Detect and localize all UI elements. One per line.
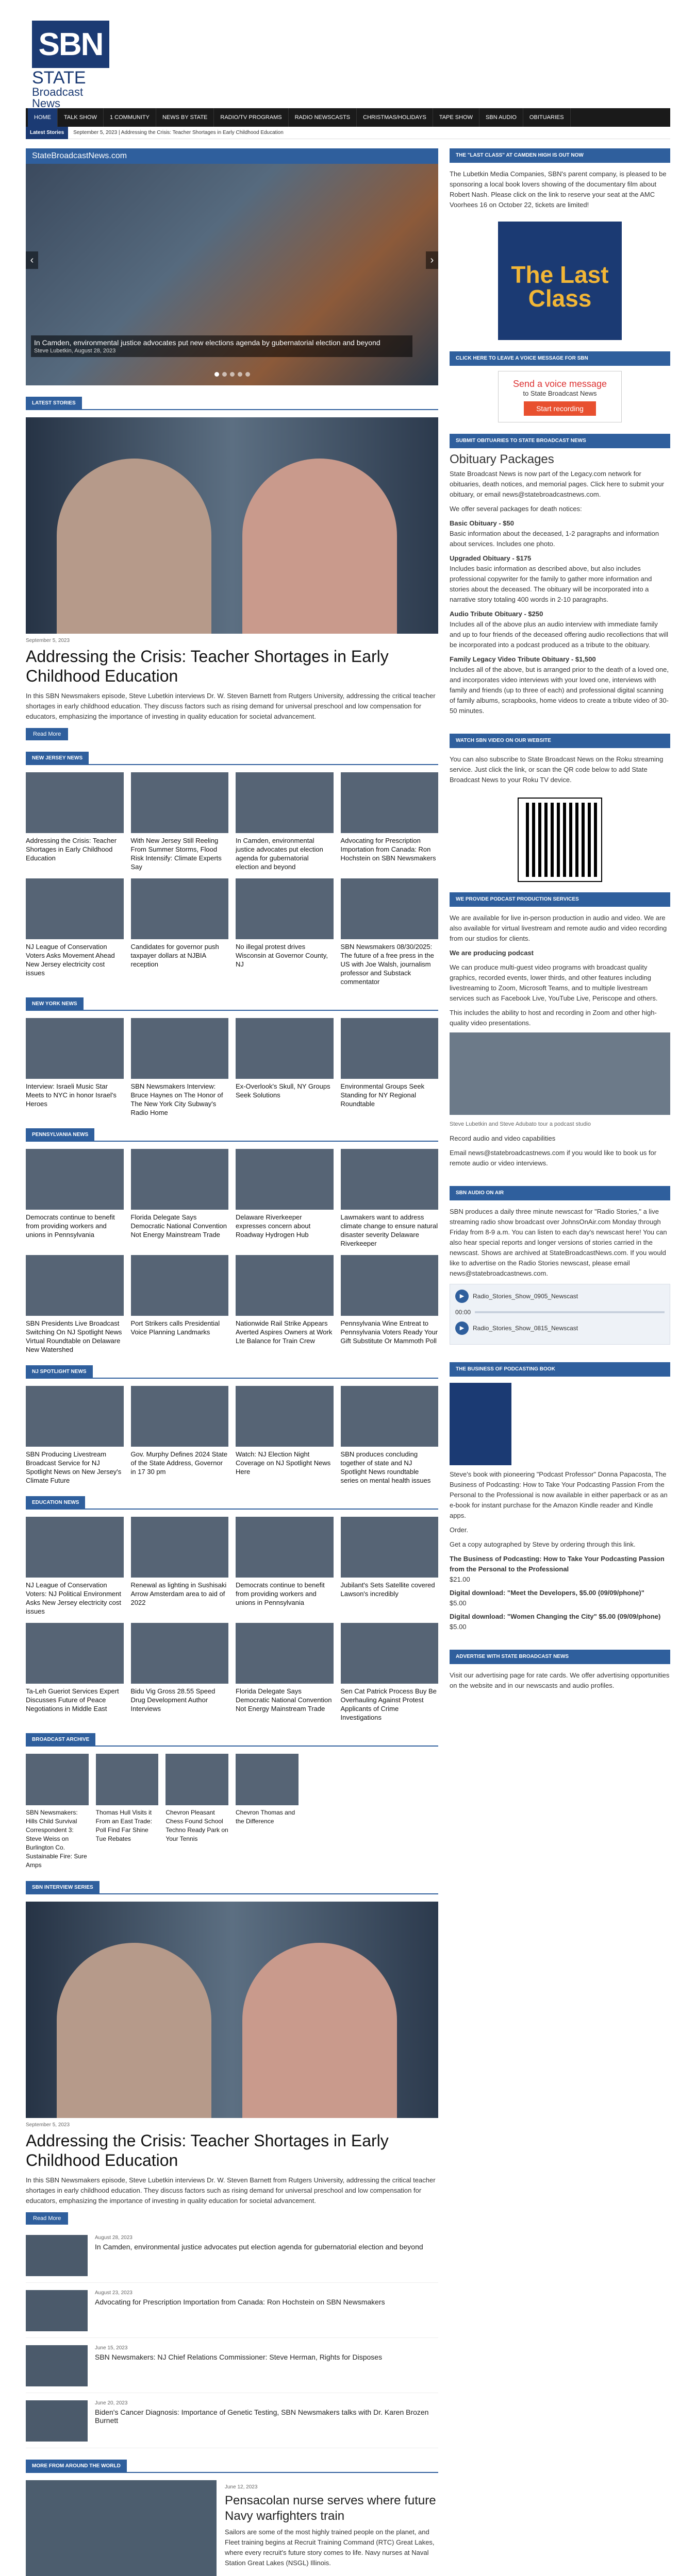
story-thumb[interactable] — [341, 772, 439, 833]
section-title: NEW JERSEY NEWS — [26, 752, 89, 765]
list-date: August 23, 2023 — [95, 2290, 132, 2296]
list-date: June 20, 2023 — [95, 2400, 128, 2406]
story-title[interactable]: Addressing the Crisis: Teacher Shortages in Early Childhood Education — [26, 837, 117, 862]
list-title[interactable]: Advocating for Prescription Importation from Canada: Ron Hochstein on SBN Newsmakers — [95, 2298, 385, 2306]
story-thumb[interactable] — [26, 1386, 124, 1447]
story-title[interactable]: Chevron Pleasant Chess Found School Techno Ready Park on Your Tennis — [165, 1809, 228, 1842]
widget-title: THE BUSINESS OF PODCASTING BOOK — [450, 1362, 670, 1377]
section-header — [26, 2460, 438, 2473]
audio-player — [450, 1284, 670, 1345]
hero2-title[interactable]: Addressing the Crisis: Teacher Shortages in Early Childhood Education — [26, 2131, 389, 2170]
story-card[interactable] — [131, 1386, 229, 1485]
story-card[interactable] — [341, 1018, 439, 1117]
spotlight-grid — [26, 1386, 438, 1485]
story-card[interactable] — [236, 1754, 299, 1870]
play-icon[interactable]: ▶ — [455, 1321, 469, 1335]
world-item[interactable] — [26, 2480, 438, 2576]
person-image — [57, 459, 211, 634]
book-item[interactable]: Digital download: "Women Changing the City" $5.00 (09/09/phone) — [450, 1613, 661, 1620]
read-more-button[interactable]: Read More — [26, 728, 68, 740]
podcast-text: Record audio and video capabilities — [450, 1134, 556, 1142]
book-price: $5.00 — [450, 1623, 467, 1631]
nav-sbn-audio[interactable]: SBN AUDIO — [479, 108, 523, 127]
audio-progress — [455, 1307, 665, 1317]
story-title[interactable]: Bidu Vig Gross 28.55 Speed Drug Development Author Interviews — [130, 1687, 216, 1713]
story-card[interactable] — [341, 878, 439, 986]
widget-title: CLICK HERE TO LEAVE A VOICE MESSAGE FOR SBN — [450, 351, 670, 366]
story-thumb[interactable] — [26, 1517, 124, 1578]
story-thumb[interactable] — [131, 1623, 229, 1684]
widget-body — [450, 1377, 670, 1638]
hero2-date: September 5, 2023 — [26, 2122, 70, 2128]
story-title[interactable]: Ex-Overlook's Skull, NY Groups Seek Solutions — [236, 1082, 330, 1099]
section-header — [26, 1496, 438, 1510]
audio-title: Radio_Stories_Show_0905_Newscast — [473, 1293, 578, 1300]
widget-title: THE "LAST CLASS" AT CAMDEN HIGH IS OUT NOW — [450, 148, 670, 163]
story-thumb[interactable] — [26, 2400, 88, 2442]
obit-package: Basic Obituary - $50 — [450, 519, 514, 527]
story-thumb[interactable] — [26, 2345, 88, 2386]
main-nav — [26, 108, 670, 127]
story-card[interactable] — [341, 1149, 439, 1248]
story-title[interactable]: SBN Presidents Live Broadcast Switching On NJ Spotlight News Virtual Roundtable on Delaware New Watershed — [26, 1319, 122, 1353]
slider-dots — [26, 370, 438, 378]
world-body: Sailors are some of the most highly trained people on the planet, and Fleet training begins at Recruit Training Command (RTC) Great Lakes, where every recruit's future story comes to life. Navy nurses at Naval Station Great Lakes (NSGL) Illinois. — [225, 2528, 435, 2567]
qr-code-icon[interactable] — [519, 799, 601, 881]
widget-obituaries — [450, 434, 670, 722]
story-card[interactable] — [131, 1018, 229, 1117]
hero2-body: In this SBN Newsmakers episode, Steve Lubetkin interviews Dr. W. Steven Barnett from Rutgers University, addressing the critical teacher shortages in early childhood education. They discuss factors such as rising demand for universal preschool and low compensation for educators, emphasizing the importance of investing in quality education for societal advancement. — [26, 2176, 436, 2205]
widget-body — [450, 907, 670, 1175]
story-card[interactable] — [26, 1149, 124, 1248]
story-title[interactable]: Interview: Israeli Music Star Meets to NYC in honor Israel's Heroes — [26, 1082, 117, 1108]
nav-community[interactable]: 1 COMMUNITY — [104, 108, 156, 127]
book-text: Order. — [450, 1526, 469, 1534]
story-card[interactable] — [236, 772, 334, 871]
hero-image[interactable] — [26, 417, 438, 634]
story-thumb[interactable] — [236, 1386, 334, 1447]
world-title[interactable]: Pensacolan nurse serves where future Navy warfighters train — [225, 2494, 436, 2523]
slider-sub: Steve Lubetkin, August 28, 2023 — [34, 348, 116, 354]
section-header — [26, 1365, 438, 1379]
nav-tape-show[interactable]: TAPE SHOW — [433, 108, 479, 127]
podcast-text: We are producing podcast — [450, 949, 534, 957]
photo-caption: Steve Lubetkin and Steve Adubato tour a podcast studio — [450, 1121, 591, 1127]
story-title[interactable]: Ta-Leh Gueriot Services Expert Discusses Future of Peace Negotiations in Middle East — [26, 1687, 119, 1713]
story-thumb[interactable] — [236, 1623, 334, 1684]
widget-sbn-audio — [450, 1186, 670, 1351]
widget-voice-message — [450, 351, 670, 422]
section-title: PENNSYLVANIA NEWS — [26, 1128, 94, 1142]
slider-dot[interactable] — [238, 372, 242, 377]
ny-grid — [26, 1018, 438, 1117]
nj-grid — [26, 772, 438, 986]
logo-abbr: SBN — [32, 21, 109, 68]
story-thumb[interactable] — [236, 772, 334, 833]
obit-heading: Obituary Packages — [450, 452, 554, 466]
book-price: $5.00 — [450, 1599, 467, 1607]
story-thumb[interactable] — [341, 1149, 439, 1210]
story-thumb[interactable] — [26, 1018, 124, 1079]
story-thumb[interactable] — [236, 1149, 334, 1210]
widget-title: SBN AUDIO ON AIR — [450, 1186, 670, 1200]
story-title[interactable]: SBN Newsmakers 08/30/2025: The future of a free press in the US with Joe Walsh, journalism professor and Substack commentator — [340, 943, 434, 986]
story-title[interactable]: Pennsylvania Wine Entreat to Pennsylvania Voters Ready Your Gift Substitute Or Mammoth Poll — [340, 1319, 438, 1345]
podcast-text: Email news@statebroadcastnews.com if you would like to book us for remote audio or video interviews. — [450, 1149, 657, 1167]
story-title[interactable]: Sen Cat Patrick Process Buy Be Overhauling Against Protest Applicants of Crime Investigations — [340, 1687, 437, 1721]
story-card[interactable] — [236, 1255, 334, 1354]
person-image — [57, 1943, 211, 2118]
story-title[interactable]: Delaware Riverkeeper expresses concern about Roadway Hydrogen Hub — [236, 1213, 311, 1239]
section-title: SBN INTERVIEW SERIES — [26, 1881, 100, 1894]
story-title[interactable]: No illegal protest drives Wisconsin at Governor County, NJ — [236, 943, 328, 968]
hero2-image[interactable] — [26, 1902, 438, 2118]
story-title[interactable]: Chevron Thomas and the Difference — [235, 1809, 295, 1825]
last-class-poster[interactable]: The Last Class — [498, 222, 622, 340]
story-thumb[interactable] — [341, 1386, 439, 1447]
main-column — [26, 148, 438, 2576]
nav-radio-tv[interactable]: RADIO/TV PROGRAMS — [214, 108, 288, 127]
widget-book — [450, 1362, 670, 1638]
story-card[interactable] — [26, 1754, 89, 1870]
nav-radio-newscasts[interactable]: RADIO NEWSCASTS — [289, 108, 357, 127]
story-card[interactable] — [165, 1754, 228, 1870]
story-title[interactable]: Thomas Hull Visits it From an East Trade: Poll Find Far Shine Tue Rebates — [95, 1809, 153, 1842]
slider-prev-icon[interactable]: ‹ — [26, 251, 38, 269]
story-thumb[interactable] — [236, 1255, 334, 1316]
story-thumb[interactable] — [236, 878, 334, 939]
story-title[interactable]: Environmental Groups Seek Standing for NY Regional Roundtable — [340, 1082, 425, 1108]
audio-scrubber[interactable] — [475, 1311, 665, 1313]
story-title[interactable]: Watch: NJ Election Night Coverage on NJ Spotlight News Here — [236, 1450, 331, 1476]
section-title: MORE FROM AROUND THE WORLD — [26, 2460, 127, 2473]
slider-caption-text: In Camden, environmental justice advocates put new elections agenda by gubernatorial election and beyond — [34, 338, 380, 347]
obit-text: Includes all of the above, but is arranged prior to the death of a loved one, and incorporates video interviews with your loved one, interviews with family and friends (up to three of each) and professional digital scanning of family albums, scrapbooks, home videos to create a tribute video of 30-50 minutes. — [450, 666, 669, 715]
book-text: Steve's book with pioneering "Podcast Professor" Donna Papacosta, The Business of Podcasting: How to Take Your Podcasting Passion From the Personal to the Professional is now available in either paperback or as an e-book for instant purchase for the Amazon Kindle reader and Kindle apps. — [450, 1470, 668, 1519]
nav-news-by-state[interactable]: NEWS BY STATE — [156, 108, 214, 127]
widget-body: The Lubetkin Media Companies, SBN's parent company, is pleased to be sponsoring a local book lovers showing of the documentary film about Robert Nash. Please click on the link to reserve your seat at the AMC Voorhees 16 on October 22, tickets are limited! — [450, 170, 667, 209]
widget-title: ADVERTISE WITH STATE BROADCAST NEWS — [450, 1650, 670, 1664]
widget-body: Visit our advertising page for rate cards. We offer advertising opportunities on the website and in our newscasts and audio profiles. — [450, 1671, 670, 1689]
story-card[interactable] — [131, 1149, 229, 1248]
person-image — [242, 459, 397, 634]
site-header — [26, 0, 670, 108]
list-item[interactable] — [26, 2235, 438, 2283]
story-card[interactable] — [131, 1517, 229, 1616]
story-card[interactable] — [96, 1754, 159, 1870]
obit-text: Basic information about the deceased, 1-2 paragraphs and information about services. Includes one photo. — [450, 530, 659, 548]
list-title[interactable]: Biden's Cancer Diagnosis: Importance of Genetic Testing, SBN Newsmakers talks with Dr. Karen Brozen Burnett — [95, 2408, 429, 2425]
podcast-text: This includes the ability to host and recording in Zoom and other high-quality video presentations. — [450, 1009, 657, 1027]
education-grid — [26, 1517, 438, 1722]
section-header — [26, 1733, 438, 1747]
hero-body: In this SBN Newsmakers episode, Steve Lubetkin interviews Dr. W. Steven Barnett from Rutgers University, addressing the critical teacher shortages in early childhood education. They discuss factors such as rising demand for universal preschool and low compensation for educators, emphasizing the importance of investing in quality education for societal advancement. — [26, 692, 436, 720]
section-header — [26, 397, 438, 410]
obit-text: We offer several packages for death notices: — [450, 505, 582, 513]
voice-message-heading: Send a voice message — [512, 379, 607, 389]
story-thumb[interactable] — [26, 1623, 124, 1684]
featured-slider[interactable] — [26, 148, 438, 385]
list-date: August 28, 2023 — [95, 2235, 132, 2241]
story-card[interactable] — [26, 1623, 124, 1722]
story-thumb[interactable] — [131, 1255, 229, 1316]
story-card[interactable] — [131, 1255, 229, 1354]
widget-body — [450, 1200, 670, 1351]
read-more-button[interactable]: Read More — [26, 2212, 68, 2225]
story-title[interactable]: Renewal as lighting in Sushisaki Arrow Amsterdam area to aid of 2022 — [130, 1581, 227, 1606]
book-price: $21.00 — [450, 1575, 470, 1583]
story-thumb[interactable] — [341, 1018, 439, 1079]
story-list — [26, 2235, 438, 2448]
play-icon[interactable]: ▶ — [455, 1290, 469, 1303]
audio-title: Radio_Stories_Show_0815_Newscast — [473, 1325, 578, 1332]
ticker-text[interactable]: September 5, 2023 | Addressing the Crisis: Teacher Shortages in Early Childhood Education — [73, 130, 284, 135]
story-thumb[interactable] — [131, 1386, 229, 1447]
list-title[interactable]: In Camden, environmental justice advocates put election agenda for gubernatorial election and beyond — [95, 2243, 423, 2251]
widget-podcast-services — [450, 892, 670, 1175]
story-card[interactable] — [26, 772, 124, 871]
story-card[interactable] — [131, 878, 229, 986]
story-thumb[interactable] — [131, 878, 229, 939]
audio-time: 00:00 — [455, 1309, 471, 1316]
story-thumb[interactable] — [341, 1623, 439, 1684]
story-title[interactable]: Florida Delegate Says Democratic National Convention Not Energy Mainstream Trade — [130, 1213, 227, 1239]
section-title: NEW YORK NEWS — [26, 997, 84, 1011]
start-recording-button[interactable]: Start recording — [524, 401, 596, 416]
story-title[interactable]: Candidates for governor push taxpayer dollars at NJBIA reception — [130, 943, 219, 968]
news-ticker — [26, 127, 670, 139]
obit-text: Includes all of the above plus an audio interview with immediate family and up to four friends of the deceased offering audio recollections that will be incorporated into a podcast produced as a tribute to the obituary. — [450, 620, 668, 649]
book-item[interactable]: Digital download: "Meet the Developers, $5.00 (09/09/phone)" — [450, 1589, 644, 1597]
widget-body: You can also subscribe to State Broadcast News on the Roku streaming service. Just click the link, or scan the QR code below to add State Broadcast News to your Roku TV device. — [450, 755, 664, 784]
story-thumb[interactable] — [26, 878, 124, 939]
audio-track — [455, 1321, 665, 1335]
widget-roku — [450, 734, 670, 881]
obit-package: Family Legacy Video Tribute Obituary - $1,500 — [450, 655, 596, 663]
story-card[interactable] — [341, 1517, 439, 1616]
story-title[interactable]: Nationwide Rail Strike Appears Averted Aspires Owners at Work Lte Balance for Train Crew — [236, 1319, 333, 1345]
obit-text: State Broadcast News is now part of the Legacy.com network for obituaries, death notices, and memorial pages. Click here to submit your obituary, or email news@statebroadcastnews.com. — [450, 470, 665, 498]
story-card[interactable] — [131, 1623, 229, 1722]
widget-body — [450, 448, 670, 722]
story-thumb[interactable] — [26, 2480, 217, 2576]
story-thumb[interactable] — [236, 1517, 334, 1578]
story-card[interactable] — [236, 1517, 334, 1616]
nav-home[interactable]: HOME — [28, 108, 58, 127]
ticker-label: Latest Stories — [26, 127, 68, 139]
nav-holidays[interactable]: CHRISTMAS/HOLIDAYS — [357, 108, 433, 127]
story-thumb[interactable] — [26, 2235, 88, 2276]
studio-photo — [450, 1032, 670, 1115]
widget-advertise — [450, 1650, 670, 1697]
story-thumb[interactable] — [131, 1149, 229, 1210]
obit-package: Upgraded Obituary - $175 — [450, 554, 532, 562]
story-card[interactable] — [26, 1255, 124, 1354]
slider-next-icon[interactable]: › — [426, 251, 438, 269]
logo-line2: Broadcast News — [32, 86, 84, 110]
story-title[interactable]: SBN Newsmakers Interview: Bruce Haynes on The Honor of The New York City Subway's Radio Home — [130, 1082, 223, 1116]
section-header — [26, 997, 438, 1011]
list-title[interactable]: SBN Newsmakers: NJ Chief Relations Commissioner: Steve Herman, Rights for Disposes — [95, 2353, 383, 2361]
broadcast-grid — [26, 1754, 438, 1870]
nav-obituaries[interactable]: OBITUARIES — [523, 108, 571, 127]
section-title: NJ SPOTLIGHT NEWS — [26, 1365, 93, 1379]
podcast-text: We are available for live in-person production in audio and video. We are also available for virtual livestream and remote audio and video recording from our studios for clients. — [450, 914, 667, 942]
story-card[interactable] — [236, 1623, 334, 1722]
slider-dot[interactable] — [222, 372, 227, 377]
story-title[interactable]: Port Strikers calls Presidential Voice Planning Landmarks — [130, 1319, 220, 1336]
story-card[interactable] — [26, 1517, 124, 1616]
slider-dot[interactable] — [245, 372, 250, 377]
story-card[interactable] — [26, 1018, 124, 1117]
story-thumb[interactable] — [131, 772, 229, 833]
story-card[interactable] — [131, 772, 229, 871]
obit-package: Audio Tribute Obituary - $250 — [450, 610, 543, 618]
story-title[interactable]: Florida Delegate Says Democratic National Convention Not Energy Mainstream Trade — [236, 1687, 332, 1713]
person-image — [242, 1943, 397, 2118]
book-text: Get a copy autographed by Steve by ordering through this link. — [450, 1540, 636, 1548]
story-thumb[interactable] — [26, 2290, 88, 2331]
story-title[interactable]: Advocating for Prescription Importation from Canada: Ron Hochstein on SBN Newsmakers — [340, 837, 436, 862]
story-card[interactable] — [341, 772, 439, 871]
list-item[interactable] — [26, 2400, 438, 2448]
story-thumb[interactable] — [341, 1255, 439, 1316]
story-thumb[interactable] — [26, 772, 124, 833]
hero-date: September 5, 2023 — [26, 638, 70, 643]
audio-track — [455, 1290, 665, 1303]
story-title[interactable]: SBN Producing Livestream Broadcast Service for NJ Spotlight News on New Jersey's Climate Future — [26, 1450, 122, 1484]
story-card[interactable] — [341, 1623, 439, 1722]
section-title: BROADCAST ARCHIVE — [26, 1733, 95, 1747]
book-cover[interactable] — [450, 1383, 511, 1465]
section-header — [26, 1881, 438, 1894]
list-item[interactable] — [26, 2290, 438, 2338]
story-title[interactable]: Democrats continue to benefit from providing workers and unions in Pennsylvania — [236, 1581, 325, 1606]
podcast-text: We can produce multi-guest video programs with broadcast quality graphics, recorded events, lower thirds, and other features including livestreaming to Zoom, Microsoft Teams, and to multiple livestream services such as Facebook Live, YouTube Live, Periscope and others. — [450, 963, 658, 1002]
story-title[interactable]: With New Jersey Still Reeling From Summer Storms, Flood Risk Intensify: Climate Experts Say — [130, 837, 222, 871]
section-header — [26, 1128, 438, 1142]
section-title: LATEST STORIES — [26, 397, 82, 410]
story-title[interactable]: In Camden, environmental justice advocates put election agenda for gubernatorial election and beyond — [236, 837, 323, 871]
hero-title[interactable]: Addressing the Crisis: Teacher Shortages in Early Childhood Education — [26, 647, 389, 685]
slider-caption[interactable] — [31, 335, 412, 357]
story-title[interactable]: Democrats continue to benefit from providing workers and unions in Pennsylvania — [26, 1213, 115, 1239]
slider-bar: StateBroadcastNews.com — [26, 148, 438, 164]
world-date: June 12, 2023 — [225, 2484, 258, 2490]
story-title[interactable]: Gov. Murphy Defines 2024 State of the State Address, Governor in 17 30 pm — [130, 1450, 228, 1476]
story-thumb[interactable] — [236, 1018, 334, 1079]
story-thumb[interactable] — [341, 878, 439, 939]
widget-title: SUBMIT OBITUARIES TO STATE BROADCAST NEWS — [450, 434, 670, 448]
widget-title: WE PROVIDE PODCAST PRODUCTION SERVICES — [450, 892, 670, 907]
story-title[interactable]: SBN Newsmakers: Hills Child Survival Correspondent 3: Steve Weiss on Burlington Co. Sustainable Fire: Sure Amps — [26, 1809, 87, 1869]
voice-message-box — [498, 371, 622, 422]
story-card[interactable] — [26, 878, 124, 986]
story-thumb[interactable] — [26, 1754, 89, 1805]
story-title[interactable]: NJ League of Conservation Voters: NJ Political Environment Asks New Jersey electricity cost issues — [26, 1581, 121, 1615]
story-title[interactable]: SBN produces concluding together of state and NJ Spotlight News roundtable series on mental health issues — [340, 1450, 431, 1484]
story-thumb[interactable] — [236, 1754, 299, 1805]
story-card[interactable] — [341, 1255, 439, 1354]
story-thumb[interactable] — [131, 1517, 229, 1578]
story-card[interactable] — [236, 1149, 334, 1248]
audio-text: SBN produces a daily three minute newscast for "Radio Stories," a live streaming radio show broadcast over JohnsOnAir.com Monday through Friday from 8-9 a.m. You can listen to each day's newscast here! You can also hear special reports and longer versions of stories carried in the newscast. Shows are archived at StateBroadcastNews.com. If you would like to advertise on the Radio Stories newscast, please email news@statebroadcastnews.com. — [450, 1208, 667, 1277]
site-logo[interactable] — [32, 21, 114, 110]
story-card[interactable] — [236, 1386, 334, 1485]
story-thumb[interactable] — [341, 1517, 439, 1578]
nav-talk-show[interactable]: TALK SHOW — [58, 108, 104, 127]
logo-line1: STATE — [32, 68, 86, 88]
list-item[interactable] — [26, 2345, 438, 2393]
story-thumb[interactable] — [96, 1754, 159, 1805]
story-card[interactable] — [236, 1018, 334, 1117]
obit-text: Includes basic information as described above, but also includes professional copywriter for the family to gather more information and stories about the deceased. The obituary will be incorporated into a narrative story totaling 400 words in 2-10 paragraphs. — [450, 565, 652, 603]
story-title[interactable]: NJ League of Conservation Voters Asks Movement Ahead New Jersey electricity cost issues — [26, 943, 115, 977]
slider-dot[interactable] — [214, 372, 219, 377]
story-card[interactable] — [341, 1386, 439, 1485]
story-title[interactable]: Lawmakers want to address climate change to ensure natural disaster severity Delaware Riverkeeper — [340, 1213, 438, 1247]
story-title[interactable]: Jubilant's Sets Satellite covered Lawson's incredibly — [340, 1581, 435, 1598]
story-thumb[interactable] — [26, 1149, 124, 1210]
list-date: June 15, 2023 — [95, 2345, 128, 2351]
story-thumb[interactable] — [131, 1018, 229, 1079]
section-title: EDUCATION NEWS — [26, 1496, 85, 1510]
slider-dot[interactable] — [230, 372, 235, 377]
widget-title: WATCH SBN VIDEO ON OUR WEBSITE — [450, 734, 670, 748]
story-thumb[interactable] — [165, 1754, 228, 1805]
section-header — [26, 752, 438, 765]
widget-last-class — [450, 148, 670, 340]
pa-grid — [26, 1149, 438, 1354]
voice-message-sub: to State Broadcast News — [523, 389, 597, 397]
story-thumb[interactable] — [26, 1255, 124, 1316]
sidebar — [450, 148, 670, 2576]
story-card[interactable] — [236, 878, 334, 986]
story-card[interactable] — [26, 1386, 124, 1485]
book-item[interactable]: The Business of Podcasting: How to Take Your Podcasting Passion from the Personal to the Professional — [450, 1555, 665, 1573]
page — [26, 0, 670, 2576]
